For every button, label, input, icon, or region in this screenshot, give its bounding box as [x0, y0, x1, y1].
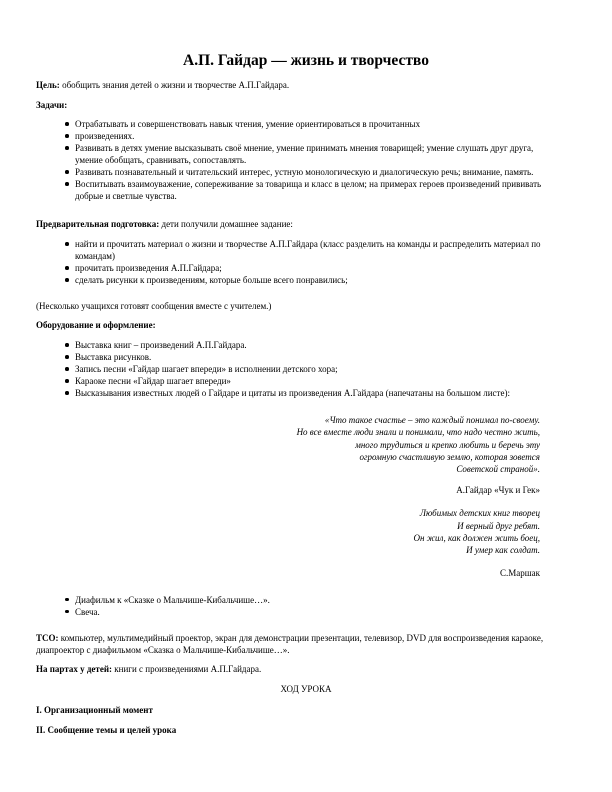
- bullet-icon: [65, 598, 69, 602]
- preparation-text: дети получили домашнее задание:: [159, 219, 293, 229]
- quote-line: Советской страной».: [456, 464, 540, 475]
- list-item: Свеча.: [36, 606, 576, 618]
- equipment-list-continued: [36, 594, 576, 618]
- list-item: прочитать произведения А.П.Гайдара;: [36, 262, 576, 274]
- list-item: Отрабатывать и совершенствовать навык чтения, умение ориентироваться в прочитанных: [36, 118, 576, 130]
- section-heading: I. Организационный момент: [36, 704, 153, 715]
- list-item: Воспитывать взаимоуважение, сопереживание за товарища и класс в целом; на примерах героев произведений прививать добрые и светлые чувства.: [36, 178, 576, 202]
- list-item: Выставка рисунков.: [36, 351, 576, 363]
- preparation-label: Предварительная подготовка:: [36, 219, 160, 229]
- page-title: А.П. Гайдар — жизнь и творчество: [183, 52, 429, 69]
- list-item: Выставка книг – произведений А.П.Гайдара.: [36, 339, 576, 351]
- list-item: Диафильм к «Сказке о Мальчише-Кибальчише…».: [36, 594, 576, 606]
- bullet-icon: [65, 278, 69, 282]
- bullet-icon: [65, 379, 69, 383]
- bullet-icon: [65, 355, 69, 359]
- tso-label: ТСО:: [36, 632, 59, 643]
- equipment-list: [36, 339, 576, 399]
- equipment-label: Оборудование и оформление:: [36, 320, 156, 330]
- tso-text: компьютер, мультимедийный проектор, экран для демонстрации презентации, телевизор, DVD для воспроизведения караоке, диапроектор с диафильмом «Сказка о Мальчише-Кибальчише…».: [36, 632, 544, 655]
- tso-paragraph: [36, 632, 576, 656]
- section-heading: II. Сообщение темы и целей урока: [36, 724, 177, 735]
- quote-line: И верный друг ребят.: [457, 520, 540, 531]
- bullet-icon: [65, 122, 69, 126]
- quote-author: А.Гайдар «Чук и Гек»: [456, 485, 540, 496]
- bullet-icon: [65, 134, 69, 138]
- list-item: Запись песни «Гайдар шагает впереди» в исполнении детского хора;: [36, 363, 576, 375]
- quote-gaidar: [36, 414, 576, 496]
- desks-label: На партах у детей:: [36, 663, 112, 674]
- quote-marshak: [36, 507, 576, 578]
- list-item: Развивать в детях умение высказывать своё мнение, умение принимать мнения товарищей; умение слушать друг друга, умение обобщать, сравнивать, сопоставлять.: [36, 142, 576, 166]
- quote-author: С.Маршак: [499, 567, 540, 578]
- quote-line: И умер как солдат.: [466, 545, 540, 556]
- bullet-icon: [65, 610, 69, 614]
- quote-line: Любимых детских книг творец: [419, 508, 540, 519]
- bullet-icon: [65, 146, 69, 150]
- preparation-list: [36, 238, 576, 286]
- list-item: сделать рисунки к произведениям, которые больше всего понравились;: [36, 274, 576, 286]
- quote-line: Но все вместе люди знали и понимали, что надо честно жить,: [296, 427, 540, 438]
- bullet-icon: [65, 242, 69, 246]
- desks-text: книги с произведениями А.П.Гайдара.: [112, 663, 262, 674]
- bullet-icon: [65, 367, 69, 371]
- bullet-icon: [65, 343, 69, 347]
- list-item: найти и прочитать материал о жизни и творчестве А.П.Гайдара (класс разделить на команды и распределить материал по командам): [36, 238, 576, 262]
- bullet-icon: [65, 170, 69, 174]
- list-item: Развивать познавательный и читательский интерес, устную монологическую и диалогическую речь; внимание, память.: [36, 166, 576, 178]
- tasks-label: Задачи:: [36, 100, 68, 110]
- tasks-list: [36, 118, 576, 202]
- quote-line: много трудиться и крепко любить и беречь эту: [355, 439, 540, 450]
- preparation-note: (Несколько учащихся готовят сообщения вместе с учителем.): [36, 301, 272, 311]
- goal-text: обобщить знания детей о жизни и творчестве А.П.Гайдара.: [59, 80, 290, 90]
- quote-line: «Что такое счастье – это каждый понимал по-своему.: [324, 415, 540, 425]
- lesson-heading: ХОД УРОКА: [280, 683, 332, 694]
- bullet-icon: [65, 266, 69, 270]
- preparation-paragraph: [36, 218, 576, 230]
- bullet-icon: [65, 182, 69, 186]
- quote-line: огромную счастливую землю, которая зовется: [359, 451, 540, 462]
- goal-label: Цель:: [36, 80, 60, 90]
- desks-paragraph: [36, 663, 576, 675]
- bullet-icon: [65, 391, 69, 395]
- quote-line: Он жил, как должен жить боец,: [413, 533, 540, 544]
- list-item: Караоке песни «Гайдар шагает впереди»: [36, 375, 576, 387]
- list-item: Высказывания известных людей о Гайдаре и цитаты из произведения А.Гайдара (напечатаны на большом листе):: [36, 387, 576, 399]
- goal-paragraph: [36, 79, 576, 91]
- list-item: произведениях.: [36, 130, 576, 142]
